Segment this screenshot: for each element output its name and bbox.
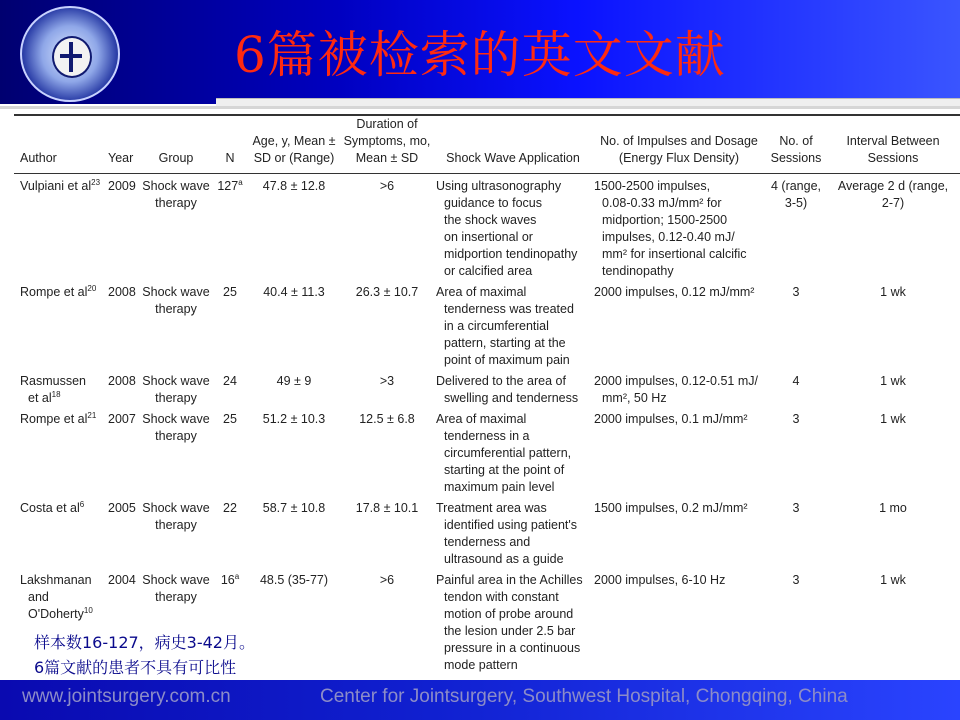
header-year: Year bbox=[106, 115, 140, 174]
group-line: Shock wave bbox=[142, 501, 210, 515]
application-line: Area of maximal bbox=[436, 285, 527, 299]
group-line: Shock wave bbox=[142, 573, 210, 587]
application-line: ultrasound as a guide bbox=[444, 552, 564, 566]
group-line: Shock wave bbox=[142, 285, 210, 299]
cell-impulses bbox=[592, 280, 766, 369]
group-line: therapy bbox=[155, 518, 197, 532]
application-line: mode pattern bbox=[444, 658, 518, 672]
cell-group bbox=[140, 369, 212, 407]
cell-interval bbox=[826, 280, 960, 369]
reference-superscript: 23 bbox=[91, 177, 101, 187]
cell-age: 58.7 ± 10.8 bbox=[262, 501, 326, 515]
header-divider bbox=[0, 106, 960, 109]
application-line: tenderness was treated bbox=[444, 302, 574, 316]
author-line: Rompe et $al^{21}$ bbox=[20, 410, 97, 426]
cell-application bbox=[434, 407, 592, 496]
table-row bbox=[14, 496, 960, 568]
application-line: point of maximum pain bbox=[444, 353, 570, 367]
application-line: swelling and tenderness bbox=[444, 391, 579, 405]
header-group: Group bbox=[140, 115, 212, 174]
table-row bbox=[14, 369, 960, 407]
application-line: Area of maximal bbox=[436, 412, 527, 426]
cell-application bbox=[434, 174, 592, 281]
author-line: et $al^{18}$ bbox=[28, 389, 61, 405]
cell-impulses bbox=[592, 568, 766, 674]
cell-age: 47.8 ± 12.8 bbox=[262, 179, 326, 193]
sessions-line: 3 bbox=[792, 573, 800, 587]
interval-line: Average 2 d (range, bbox=[837, 179, 949, 193]
application-line: maximum pain level bbox=[444, 480, 555, 494]
cell-author bbox=[14, 407, 106, 496]
application-line: pressure in a continuous bbox=[444, 641, 581, 655]
interval-line: 1 wk bbox=[880, 573, 906, 587]
footer-institution: Center for Jointsurgery, Southwest Hospital, Chongqing, China bbox=[320, 686, 848, 707]
reference-superscript: a bbox=[234, 571, 240, 581]
application-line: or calcified area bbox=[444, 264, 533, 278]
cell-group bbox=[140, 407, 212, 496]
cell-impulses bbox=[592, 174, 766, 281]
impulses-line: 0.08-0.33 mJ/mm² for bbox=[602, 196, 722, 210]
impulses-line: 2000 impulses, 6-10 Hz bbox=[594, 573, 726, 587]
reference-superscript: 10 bbox=[83, 605, 93, 615]
cell-age: 51.2 ± 10.3 bbox=[262, 412, 326, 426]
impulses-line: tendinopathy bbox=[602, 264, 674, 278]
header-interval: Interval Between Sessions bbox=[826, 115, 960, 174]
group-line: Shock wave bbox=[142, 179, 210, 193]
group-line: Shock wave bbox=[142, 412, 210, 426]
cell-interval bbox=[826, 369, 960, 407]
author-line: and bbox=[28, 590, 49, 604]
cell-impulses bbox=[592, 407, 766, 496]
cell-application bbox=[434, 568, 592, 674]
header-age: Age, y, Mean ± SD or (Range) bbox=[248, 115, 340, 174]
cell-sessions bbox=[766, 407, 826, 496]
table-header-row bbox=[14, 115, 960, 174]
header-author: Author bbox=[14, 115, 106, 174]
cell-application bbox=[434, 280, 592, 369]
summary-note bbox=[30, 630, 259, 680]
cell-duration: >3 bbox=[379, 374, 395, 388]
cell-interval bbox=[826, 496, 960, 568]
cell-n: 25 bbox=[223, 285, 237, 299]
cell-sessions bbox=[766, 496, 826, 568]
application-line: Painful area in the Achilles bbox=[436, 573, 583, 587]
cell-group bbox=[140, 174, 212, 281]
group-line: therapy bbox=[155, 590, 197, 604]
application-line: identified using patient's bbox=[444, 518, 578, 532]
sessions-line: 3 bbox=[792, 285, 800, 299]
cell-sessions bbox=[766, 568, 826, 674]
author-line: Rompe et $al^{20}$ bbox=[20, 283, 97, 299]
impulses-line: 1500 impulses, 0.2 mJ/mm² bbox=[594, 501, 748, 515]
cell-duration: >6 bbox=[379, 573, 395, 587]
sessions-line: 4 bbox=[792, 374, 800, 388]
application-line: the shock waves bbox=[444, 213, 537, 227]
cell-n: 127$^a$ bbox=[217, 177, 243, 193]
application-line: on insertional or bbox=[444, 230, 533, 244]
header-impulses: No. of Impulses and Dosage (Energy Flux Density) bbox=[592, 115, 766, 174]
cell-age: 48.5 (35-77) bbox=[259, 573, 329, 587]
impulses-line: impulses, 0.12-0.40 mJ/ bbox=[602, 230, 735, 244]
cell-interval bbox=[826, 174, 960, 281]
sessions-line: 3-5) bbox=[784, 196, 808, 210]
interval-line: 1 wk bbox=[880, 412, 906, 426]
hospital-logo bbox=[20, 6, 120, 102]
cell-year: 2009 bbox=[108, 179, 136, 193]
reference-superscript: 20 bbox=[87, 283, 97, 293]
cell-author bbox=[14, 174, 106, 281]
cell-year: 2008 bbox=[108, 285, 136, 299]
interval-line: 1 mo bbox=[879, 501, 907, 515]
cell-n: 24 bbox=[223, 374, 237, 388]
author-line: Costa et $al^6$ bbox=[20, 499, 85, 515]
application-line: Using ultrasonography bbox=[436, 179, 562, 193]
cell-duration: 26.3 ± 10.7 bbox=[355, 285, 419, 299]
cell-n: 25 bbox=[223, 412, 237, 426]
slide-header bbox=[0, 0, 960, 104]
cell-author bbox=[14, 496, 106, 568]
table-row bbox=[14, 174, 960, 281]
header-sessions: No. of Sessions bbox=[766, 115, 826, 174]
application-line: tendon with constant bbox=[444, 590, 559, 604]
group-line: therapy bbox=[155, 196, 197, 210]
impulses-line: 1500-2500 impulses, bbox=[594, 179, 711, 193]
author-line: O'Doherty$^{10}$ bbox=[28, 605, 93, 621]
footer-website: www.jointsurgery.com.cn bbox=[22, 686, 231, 707]
application-line: the lesion under 2.5 bar bbox=[444, 624, 576, 638]
cell-n: 16$^a$ bbox=[220, 571, 240, 587]
application-line: guidance to focus bbox=[444, 196, 542, 210]
group-line: therapy bbox=[155, 391, 197, 405]
table-row bbox=[14, 407, 960, 496]
application-line: circumferential pattern, bbox=[444, 446, 572, 460]
cell-interval bbox=[826, 568, 960, 674]
author-line: Lakshmanan bbox=[20, 573, 92, 587]
author-line: Rasmussen bbox=[20, 374, 86, 388]
application-line: Delivered to the area of bbox=[436, 374, 566, 388]
reference-superscript: 6 bbox=[79, 499, 85, 509]
joint-emblem-icon bbox=[52, 36, 92, 78]
sessions-line: 3 bbox=[792, 412, 800, 426]
header-application: Shock Wave Application bbox=[434, 115, 592, 174]
cell-impulses bbox=[592, 369, 766, 407]
slide-title: 6篇被检索的英文文献 bbox=[234, 26, 726, 84]
cell-sessions bbox=[766, 280, 826, 369]
application-line: tenderness in a bbox=[444, 429, 530, 443]
cell-year: 2007 bbox=[108, 412, 136, 426]
application-line: starting at the point of bbox=[444, 463, 565, 477]
cell-age: 49 ± 9 bbox=[276, 374, 312, 388]
table-row bbox=[14, 280, 960, 369]
interval-line: 1 wk bbox=[880, 285, 906, 299]
impulses-line: 2000 impulses, 0.12-0.51 mJ/ bbox=[594, 374, 758, 388]
cell-interval bbox=[826, 407, 960, 496]
cell-duration: >6 bbox=[379, 179, 395, 193]
impulses-line: mm² for insertional calcific bbox=[602, 247, 747, 261]
impulses-line: mm², 50 Hz bbox=[602, 391, 667, 405]
cell-duration: 17.8 ± 10.1 bbox=[355, 501, 419, 515]
cell-author bbox=[14, 280, 106, 369]
interval-line: 2-7) bbox=[881, 196, 905, 210]
cell-impulses bbox=[592, 496, 766, 568]
cell-duration: 12.5 ± 6.8 bbox=[359, 412, 415, 426]
reference-superscript: 21 bbox=[87, 410, 97, 420]
cell-group bbox=[140, 280, 212, 369]
impulses-line: midportion; 1500-2500 bbox=[602, 213, 728, 227]
group-line: therapy bbox=[155, 302, 197, 316]
application-line: pattern, starting at the bbox=[444, 336, 566, 350]
cell-year: 2004 bbox=[108, 573, 136, 587]
cell-sessions bbox=[766, 369, 826, 407]
application-line: in a circumferential bbox=[444, 319, 549, 333]
group-line: Shock wave bbox=[142, 374, 210, 388]
application-line: midportion tendinopathy bbox=[444, 247, 578, 261]
group-line: therapy bbox=[155, 429, 197, 443]
header-n: N bbox=[212, 115, 248, 174]
interval-line: 1 wk bbox=[880, 374, 906, 388]
cell-author bbox=[14, 369, 106, 407]
application-line: motion of probe around bbox=[444, 607, 574, 621]
author-line: Vulpiani et $al^{23}$ bbox=[20, 177, 101, 193]
literature-table bbox=[14, 114, 960, 674]
impulses-line: 2000 impulses, 0.1 mJ/mm² bbox=[594, 412, 748, 426]
cell-group bbox=[140, 496, 212, 568]
header-duration: Duration of Symptoms, mo, Mean ± SD bbox=[340, 115, 434, 174]
slide-footer bbox=[0, 680, 960, 720]
sessions-line: 3 bbox=[792, 501, 800, 515]
cell-n: 22 bbox=[223, 501, 237, 515]
cell-application bbox=[434, 496, 592, 568]
cell-age: 40.4 ± 11.3 bbox=[263, 285, 325, 299]
application-line: tenderness and bbox=[444, 535, 531, 549]
cell-year: 2005 bbox=[108, 501, 136, 515]
summary-line-2: 6篇文献的患者不具有可比性 bbox=[34, 658, 237, 677]
reference-superscript: a bbox=[238, 177, 243, 187]
cell-sessions bbox=[766, 174, 826, 281]
reference-superscript: 18 bbox=[51, 389, 61, 399]
summary-line-1: 样本数16-127，病史3-42月。 bbox=[34, 633, 255, 652]
impulses-line: 2000 impulses, 0.12 mJ/mm² bbox=[594, 285, 755, 299]
cell-application bbox=[434, 369, 592, 407]
sessions-line: 4 (range, bbox=[770, 179, 822, 193]
cell-year: 2008 bbox=[108, 374, 136, 388]
application-line: Treatment area was bbox=[436, 501, 547, 515]
table-body bbox=[14, 174, 960, 675]
